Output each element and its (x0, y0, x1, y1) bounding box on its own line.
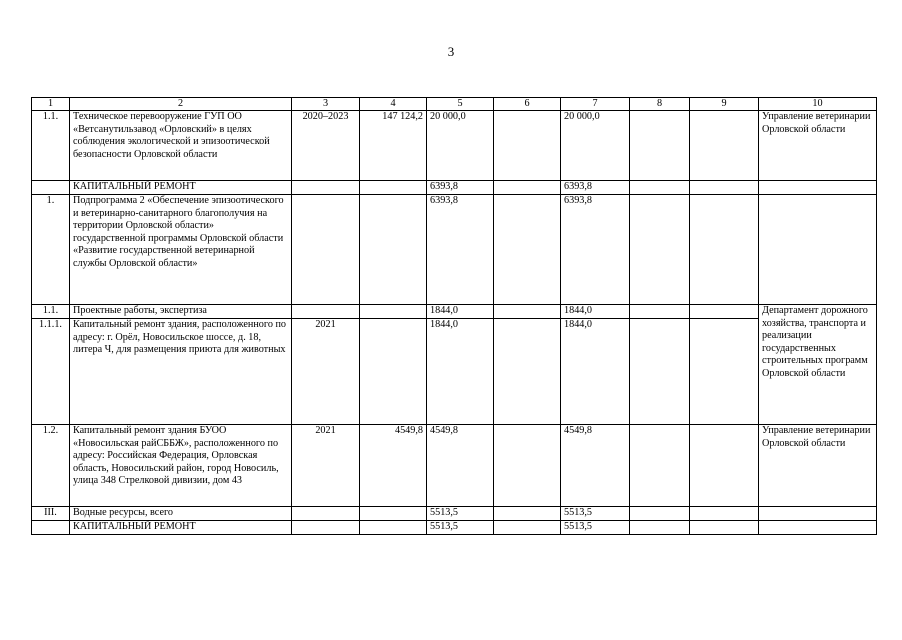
row-c6 (494, 111, 561, 181)
row-c8 (630, 425, 690, 507)
row-c9 (690, 181, 759, 195)
row-c8 (630, 507, 690, 521)
row-name: КАПИТАЛЬНЫЙ РЕМОНТ (70, 521, 292, 535)
row-c8 (630, 195, 690, 305)
row-responsible (759, 195, 877, 305)
header-cell: 2 (70, 98, 292, 111)
row-c4 (360, 507, 427, 521)
row-c8 (630, 181, 690, 195)
row-c4 (360, 305, 427, 319)
row-responsible (759, 521, 877, 535)
table-row (32, 305, 877, 319)
row-c4: 4549,8 (360, 425, 427, 507)
row-period (292, 181, 360, 195)
row-c7: 1844,0 (561, 305, 630, 319)
row-c6 (494, 195, 561, 305)
row-c6 (494, 181, 561, 195)
header-cell: 7 (561, 98, 630, 111)
row-c5: 5513,5 (427, 507, 494, 521)
row-c5: 1844,0 (427, 319, 494, 425)
row-c9 (690, 195, 759, 305)
row-number (32, 521, 70, 535)
row-c8 (630, 319, 690, 425)
row-c5: 20 000,0 (427, 111, 494, 181)
row-number: 1.1. (32, 111, 70, 181)
header-cell: 6 (494, 98, 561, 111)
header-cell: 4 (360, 98, 427, 111)
row-period (292, 507, 360, 521)
table-row (32, 507, 877, 521)
table-row (32, 195, 877, 305)
row-c7: 5513,5 (561, 521, 630, 535)
page-number: 3 (447, 44, 455, 59)
row-c5: 4549,8 (427, 425, 494, 507)
table-row (32, 425, 877, 507)
header-cell: 10 (759, 98, 877, 111)
row-c6 (494, 305, 561, 319)
row-number: III. (32, 507, 70, 521)
row-c9 (690, 521, 759, 535)
row-period (292, 521, 360, 535)
header-cell: 8 (630, 98, 690, 111)
row-number: 1. (32, 195, 70, 305)
row-c9 (690, 111, 759, 181)
row-c7: 1844,0 (561, 319, 630, 425)
row-name: Капитальный ремонт здания, расположенного по адресу: г. Орёл, Новосильское шоссе, д. 18, литера Ч, для размещения приюта для животных (70, 319, 292, 425)
row-period (292, 195, 360, 305)
row-number: 1.1. (32, 305, 70, 319)
row-c5: 1844,0 (427, 305, 494, 319)
row-c9 (690, 425, 759, 507)
row-responsible-merged: Департамент дорожного хозяйства, транспорта и реализации государственных строительных программ Орловской области (759, 305, 877, 425)
row-c7: 5513,5 (561, 507, 630, 521)
row-c7: 6393,8 (561, 195, 630, 305)
row-period: 2021 (292, 425, 360, 507)
row-c6 (494, 507, 561, 521)
table-row (32, 521, 877, 535)
row-name: Техническое перевооружение ГУП ОО «Ветсанутильзавод «Орловский» в целях соблюдения экологической и эпизоотической безопасности Орловской области (70, 111, 292, 181)
row-c9 (690, 319, 759, 425)
row-responsible (759, 181, 877, 195)
row-c4 (360, 195, 427, 305)
row-responsible: Управление ветеринарии Орловской области (759, 425, 877, 507)
row-c7: 6393,8 (561, 181, 630, 195)
row-c4 (360, 521, 427, 535)
row-c9 (690, 507, 759, 521)
table-row (32, 181, 877, 195)
row-c4: 147 124,2 (360, 111, 427, 181)
row-name: Подпрограмма 2 «Обеспечение эпизоотического и ветеринарно-санитарного благополучия на территории Орловской области» государственной программы Орловской области «Развитие государственной ветеринарной службы Орловской области» (70, 195, 292, 305)
row-number (32, 181, 70, 195)
row-c5: 6393,8 (427, 181, 494, 195)
row-name: Проектные работы, экспертиза (70, 305, 292, 319)
row-number: 1.1.1. (32, 319, 70, 425)
row-c5: 6393,8 (427, 195, 494, 305)
row-c6 (494, 521, 561, 535)
row-c9 (690, 305, 759, 319)
row-responsible (759, 507, 877, 521)
row-c6 (494, 319, 561, 425)
row-period: 2021 (292, 319, 360, 425)
row-c7: 20 000,0 (561, 111, 630, 181)
row-c4 (360, 319, 427, 425)
row-c8 (630, 305, 690, 319)
header-cell: 1 (32, 98, 70, 111)
row-number: 1.2. (32, 425, 70, 507)
table-row (32, 111, 877, 181)
row-name: Водные ресурсы, всего (70, 507, 292, 521)
row-c4 (360, 181, 427, 195)
row-responsible: Управление ветеринарии Орловской области (759, 111, 877, 181)
row-c6 (494, 425, 561, 507)
row-name: Капитальный ремонт здания БУОО «Новосильская райСББЖ», расположенного по адресу: Российская Федерация, Орловская область, Новосильский район, город Новосиль, улица 348 Стрелковой дивизии, дом 43 (70, 425, 292, 507)
budget-table (31, 97, 877, 535)
header-cell: 5 (427, 98, 494, 111)
row-c7: 4549,8 (561, 425, 630, 507)
header-row (32, 98, 877, 111)
row-period (292, 305, 360, 319)
header-cell: 3 (292, 98, 360, 111)
row-name: КАПИТАЛЬНЫЙ РЕМОНТ (70, 181, 292, 195)
header-cell: 9 (690, 98, 759, 111)
table-row (32, 319, 877, 425)
row-period: 2020–2023 (292, 111, 360, 181)
row-c8 (630, 521, 690, 535)
row-c5: 5513,5 (427, 521, 494, 535)
row-c8 (630, 111, 690, 181)
